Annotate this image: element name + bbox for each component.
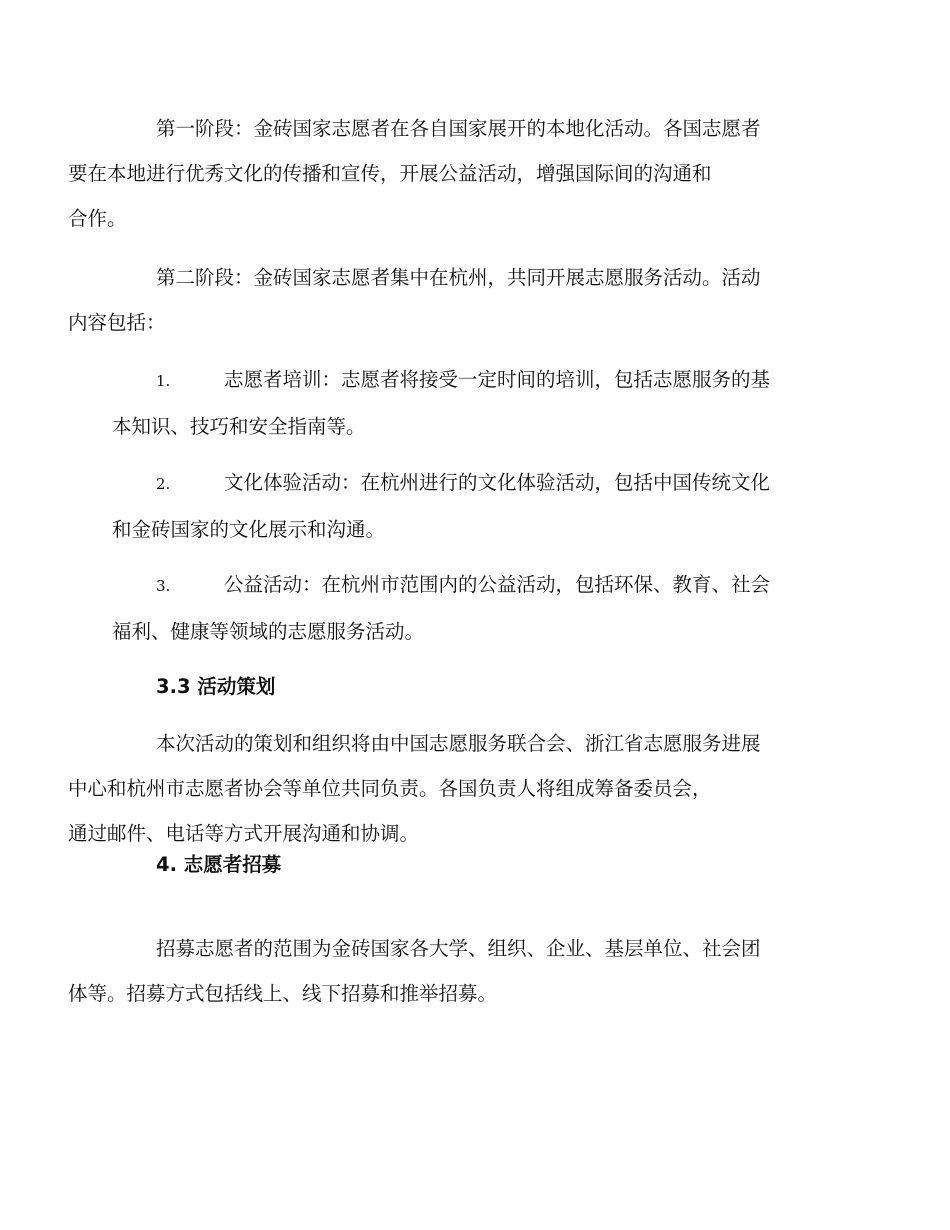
list-number: 1. [156, 372, 171, 390]
paragraph-stage-one [68, 106, 834, 241]
list-text: 公益活动：在杭州市范围内的公益活动，包括环保、教育、社会 [224, 573, 771, 596]
text-line: 本次活动的策划和组织将由中国志愿服务联合会、浙江省志愿服务进展 [156, 732, 761, 755]
text-line: 合作。 [68, 207, 127, 230]
paragraph-volunteer-recruitment [68, 926, 834, 1016]
list-number: 3. [156, 577, 171, 595]
text-line: 内容包括： [68, 311, 166, 334]
list-text: 志愿者培训：志愿者将接受一定时间的培训，包括志愿服务的基 [224, 368, 771, 391]
list-item-first-line [112, 562, 834, 609]
section-heading-3-3: 3.3 活动策划 [156, 675, 276, 698]
text-line: 体等。招募方式包括线上、线下招募和推举招募。 [68, 982, 498, 1005]
text-line: 招募志愿者的范围为金砖国家各大学、组织、企业、基层单位、社会团 [156, 937, 761, 960]
text-line: 中心和杭州市志愿者协会等单位共同负责。各国负责人将组成筹备委员会， [68, 777, 712, 800]
text-line: 第一阶段：金砖国家志愿者在各自国家展开的本地化活动。各国志愿者 [156, 117, 761, 140]
list-item-first-line [112, 460, 834, 507]
list-number: 2. [156, 475, 171, 493]
text-line: 通过邮件、电话等方式开展沟通和协调。 [68, 822, 420, 845]
list-text: 文化体验活动：在杭州进行的文化体验活动，包括中国传统文化 [224, 471, 771, 494]
text-line: 福利、健康等领域的志愿服务活动。 [112, 620, 425, 643]
paragraph-stage-two [68, 255, 834, 345]
list-item [112, 357, 834, 449]
section-heading-4: 4. 志愿者招募 [156, 853, 282, 876]
text-line: 本知识、技巧和安全指南等。 [112, 415, 366, 438]
list-item [112, 460, 834, 552]
paragraph-activity-planning [68, 721, 834, 856]
list-item [112, 562, 834, 654]
text-line: 第二阶段：金砖国家志愿者集中在杭州，共同开展志愿服务活动。活动 [156, 266, 761, 289]
text-line: 和金砖国家的文化展示和沟通。 [112, 518, 386, 541]
text-line: 要在本地进行优秀文化的传播和宣传，开展公益活动，增强国际间的沟通和 [68, 162, 712, 185]
list-item-first-line [112, 357, 834, 404]
